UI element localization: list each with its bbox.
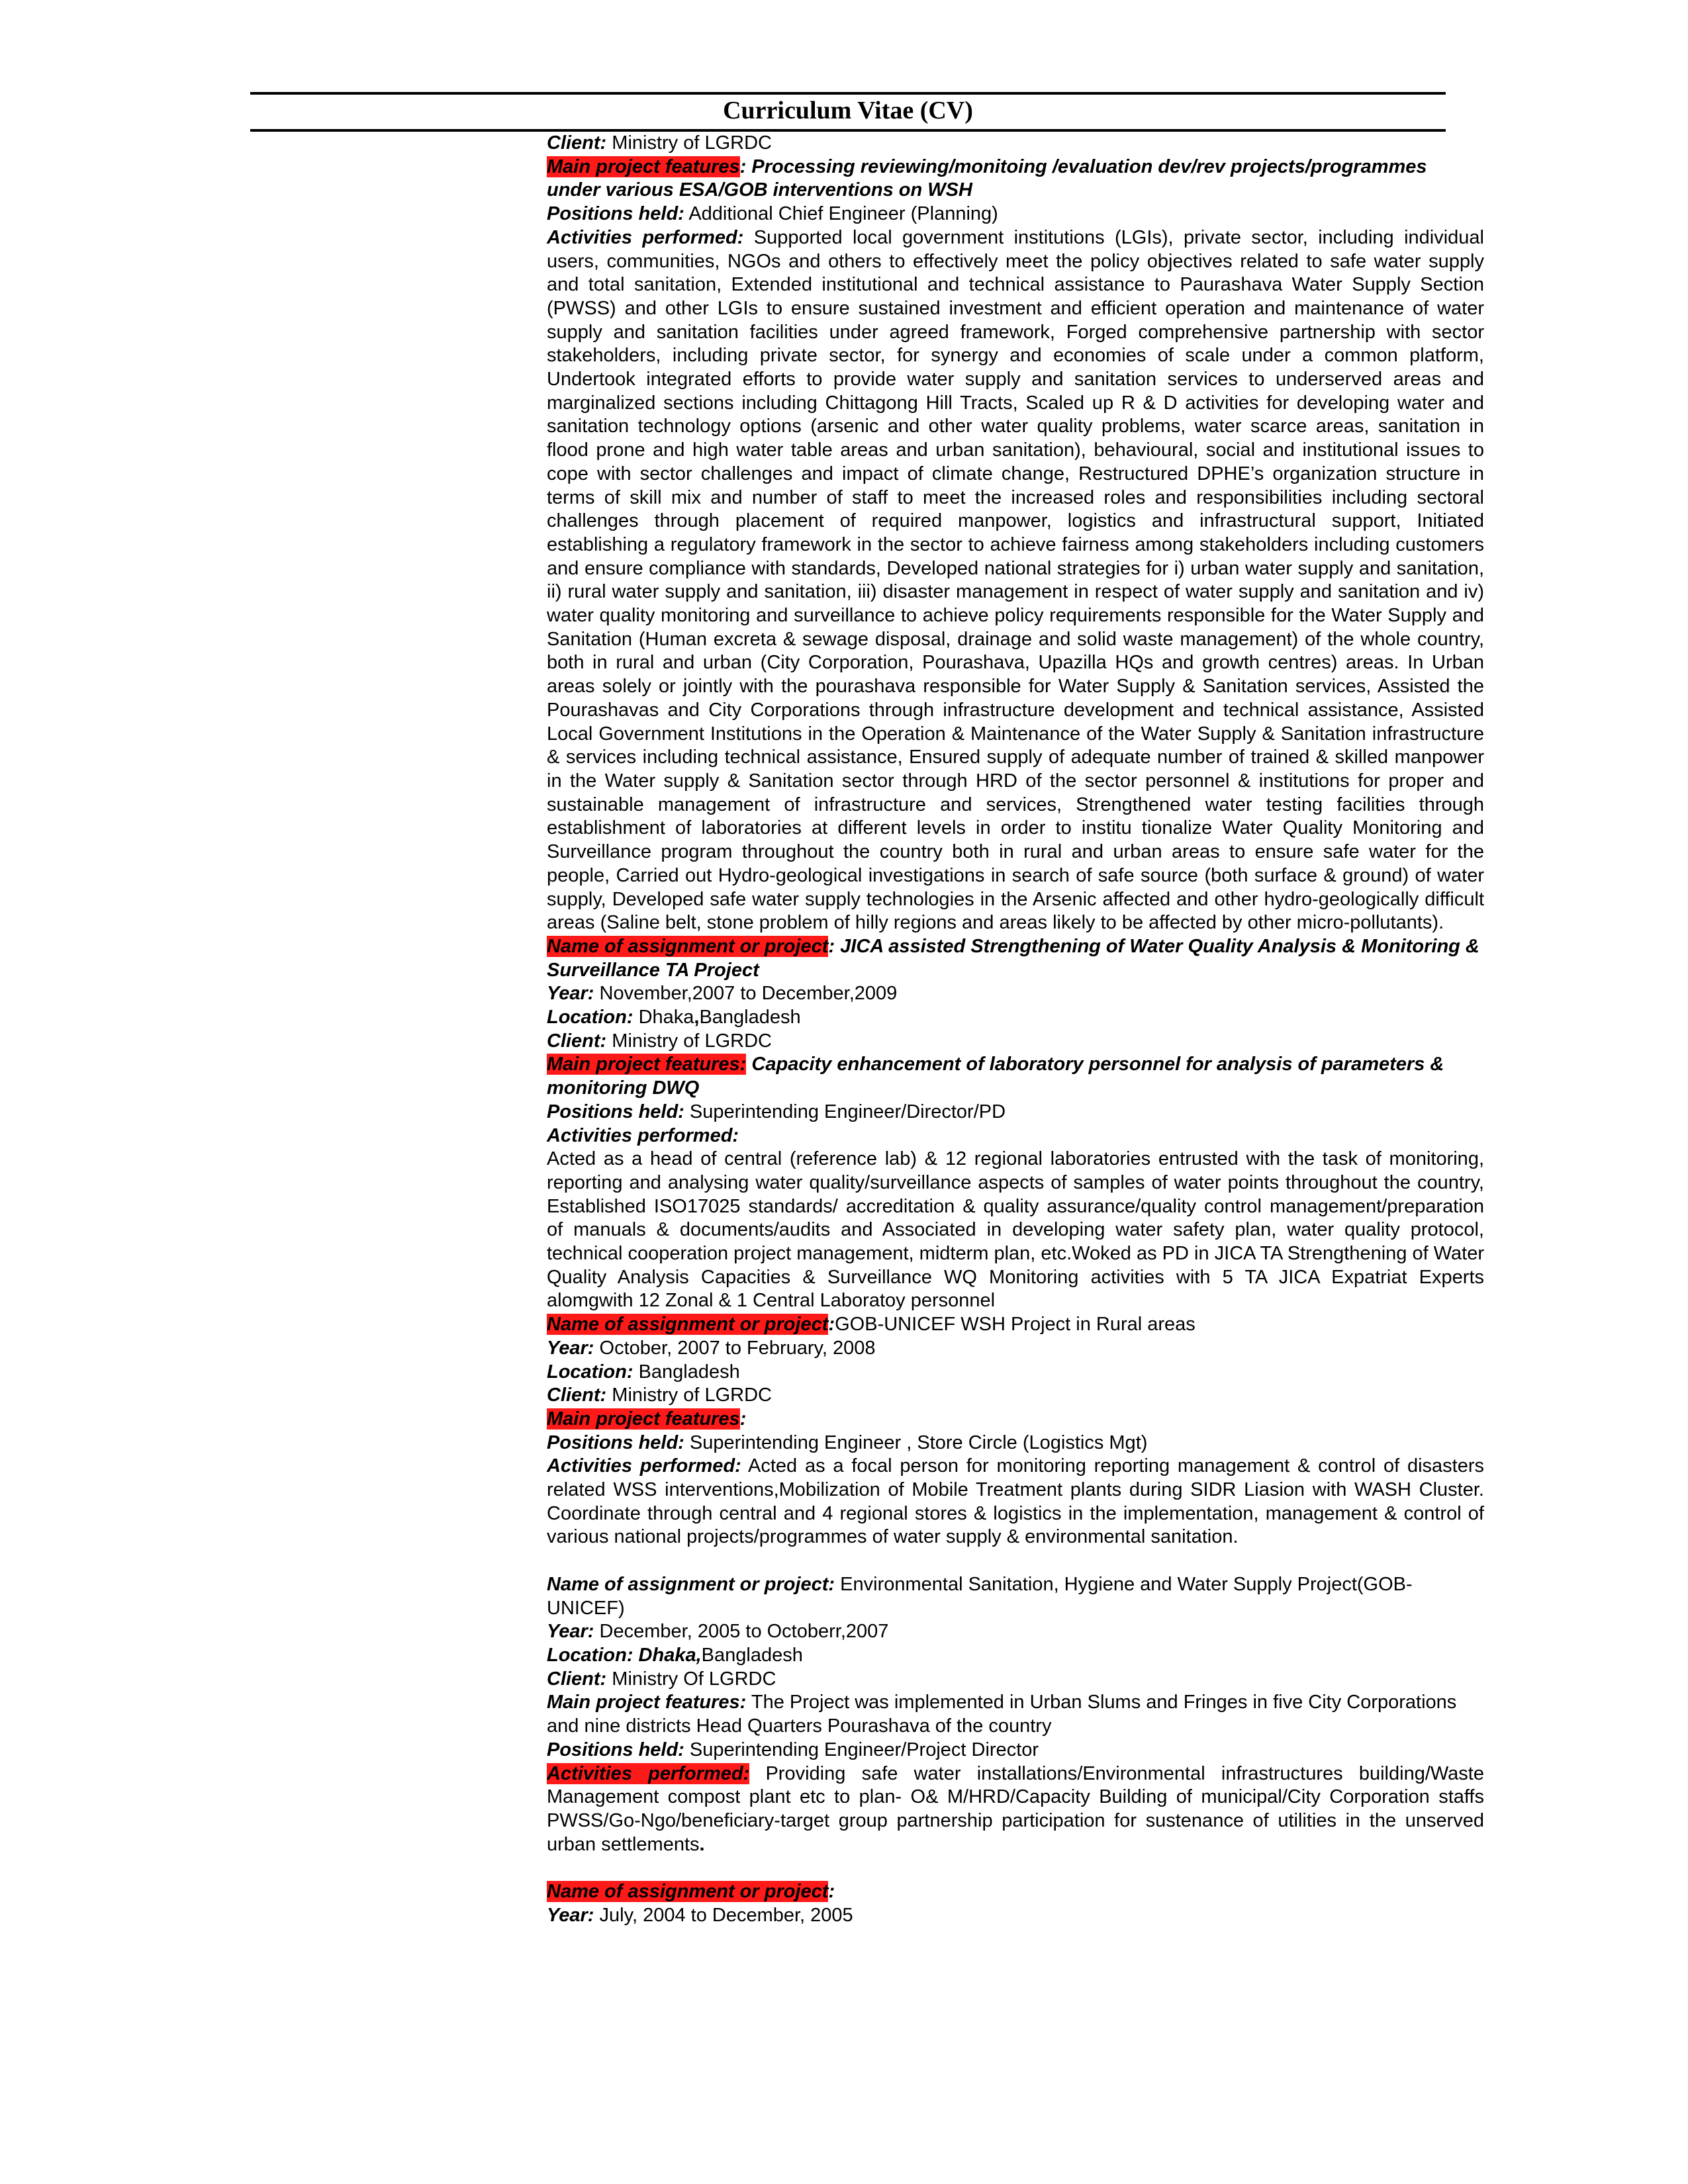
colon: : [828, 1314, 835, 1336]
assignment-label-highlighted: Name of assignment or project [547, 1881, 829, 1902]
entry1-features [547, 156, 1484, 203]
client-label: Client: [547, 1668, 607, 1690]
cv-content [547, 132, 1484, 1927]
activities-value: Providing safe water installations/Environmental infrastructures building/Waste Management compost plant etc to plan- O& M/HRD/Capacity Building of municipal/City Corporation staffs PWSS/Go-Ngo/beneficiary-target group partnership participation for sustenance of utilities in the unserved urban settlements [547, 1762, 1484, 1855]
entry2-position [547, 1101, 1484, 1124]
location-city: Dhaka [638, 1007, 694, 1028]
location-value: Bangladesh [638, 1361, 740, 1383]
entry2-activities-label [547, 1124, 1484, 1148]
entry4-client [547, 1668, 1484, 1692]
entry2-activities: Acted as a head of central (reference lab) & 12 regional laboratories entrusted with the task of monitoring, reporting and analysing water quality/surveillance aspects of samples of water points throughout the country, Established ISO17025 standards/ accreditation & quality assurance/quality control management/preparation of manuals & documents/audits and Associated in developing water safety plan, water quality protocol, technical cooperation project management, midterm plan, etc.Woked as PD in JICA TA Strengthening of Water Quality Analysis Capacities & Surveillance WQ Monitoring activities with 5 TA JICA Expatriat Experts alomgwith 12 Zonal & 1 Central Laboratoy personnel [547, 1148, 1484, 1312]
activities-end: . [699, 1833, 705, 1855]
main-features-label-highlighted: Main project features: [547, 1054, 747, 1075]
entry3-client [547, 1384, 1484, 1408]
assignment-label: Name of assignment or project: [547, 1573, 835, 1595]
entry4-year [547, 1620, 1484, 1644]
year-value: December, 2005 to Octoberr,2007 [599, 1621, 889, 1643]
activities-label: Activities performed: [547, 1124, 739, 1146]
colon: : [739, 1408, 747, 1430]
position-value: Superintending Engineer/Director/PD [689, 1101, 1006, 1122]
entry4-features [547, 1691, 1484, 1738]
activities-label-highlighted: Activities performed: [547, 1762, 750, 1784]
positions-label: Positions held: [547, 1432, 684, 1453]
year-label: Year: [547, 1621, 594, 1643]
location-country: Bangladesh [699, 1007, 801, 1028]
client-value: Ministry Of LGRDC [612, 1668, 776, 1690]
entry3-features [547, 1408, 1484, 1432]
entry3-activities [547, 1455, 1484, 1549]
page-title: Curriculum Vitae (CV) [723, 97, 973, 124]
entry2-features [547, 1053, 1484, 1100]
entry2-client [547, 1030, 1484, 1054]
entry1-position [547, 203, 1484, 226]
entry1-activities [547, 226, 1484, 935]
activities-value: Supported local government institutions (LGIs), private sector, including individual users, communities, NGOs and others to effectively meet the policy objectives related to safe water supply and total sanitation, Extended institutional and technical assistance to Paurashava Water Supply Section (PWSS) and other LGIs to ensure sustained investment and efficient operation and maintenance of water supply and sanitation facilities under agreed framework, Forged comprehensive partnership with sector stakeholders, including private sector, for synergy and economies of scale under a common platform, Undertook integrated efforts to provide water supply and sanitation services to underserved areas and marginalized sections including Chittagong Hill Tracts, Scaled up R & D activities for developing water and sanitation technology options (arsenic and other water quality problems, water scarce areas, sanitation in flood prone and high water table areas and urban sanitation), behavioural, social and institutional issues to cope with sector challenges and impact of climate change, Restructured DPHE’s organization structure in terms of skill mix and number of staff to meet the increased roles and responsibilities including sectoral challenges through placement of required manpower, logistics and infrastructural support, Initiated establishing a regulatory framework in the sector to achieve fairness among stakeholders including customers and ensure compliance with standards, Developed national strategies for i) urban water supply and sanitation, ii) rural water supply and sanitation, iii) disaster management in respect of water supply and sanitation and iv) water quality monitoring and surveillance to achieve policy requirements responsible for the Water Supply and Sanitation (Human excreta & sewage disposal, drainage and solid waste management) of the whole country, both in rural and urban (City Corporation, Pourashava, Upazilla HQs and growth centres) areas. In Urban areas solely or jointly with the pourashava responsible for Water Supply & Sanitation services, Assisted the Pourashavas and City Corporations through infrastructure development and technical assistance, Assisted Local Government Institutions in the Operation & Maintenance of the Water Supply & Sanitation infrastructure & services including technical assistance, Ensured supply of adequate number of trained & skilled manpower in the Water supply & Sanitation sector through HRD of the sector personnel & institutions for proper and sustainable management of infrastructure and services, Strengthened water testing facilities through establishment of laboratories at different levels in order to institu tionalize Water Quality Monitoring and Surveillance program throughout the country both in rural and urban areas to ensure safe water for the people, Carried out Hydro-geological investigations in search of safe source (both surface & ground) of water supply, Developed safe water supply technologies in the Arsenic affected and other hydro-geologically difficult areas (Saline belt, stone problem of hilly regions and areas likely to be affected by other micro-pollutants). [547, 226, 1484, 934]
entry5-assignment [547, 1880, 1484, 1904]
entry2-assignment [547, 935, 1484, 982]
year-value: November,2007 to December,2009 [599, 983, 898, 1005]
position-value: Additional Chief Engineer (Planning) [688, 203, 998, 225]
client-value: Ministry of LGRDC [612, 1385, 772, 1406]
assignment-label-highlighted: Name of assignment or project [547, 1314, 829, 1336]
year-value: July, 2004 to December, 2005 [599, 1904, 853, 1926]
year-value: October, 2007 to February, 2008 [599, 1337, 876, 1359]
location-label: Location: Dhaka, [547, 1644, 702, 1666]
main-features-label: Main project features: [547, 1692, 747, 1713]
location-separator: , [694, 1007, 700, 1028]
position-value: Superintending Engineer/Project Director [689, 1739, 1039, 1760]
entry1-client [547, 132, 1484, 156]
entry3-assignment [547, 1313, 1484, 1337]
main-features-label-highlighted: Main project features [547, 1408, 740, 1430]
entry2-year [547, 982, 1484, 1006]
features-value: Capacity enhancement of laboratory personnel for analysis of parameters & monitoring DWQ [547, 1054, 1444, 1099]
spacer [547, 1856, 1484, 1880]
client-label: Client: [547, 132, 607, 154]
activities-label: Activities performed: [547, 226, 744, 248]
client-value: Ministry of LGRDC [612, 132, 772, 154]
positions-label: Positions held: [547, 1739, 684, 1760]
assignment-value: Environmental Sanitation, Hygiene and Water Supply Project(GOB-UNICEF) [547, 1573, 1413, 1619]
entry4-location [547, 1644, 1484, 1668]
features-value: The Project was implemented in Urban Slums and Fringes in five City Corporations and nine districts Head Quarters Pourashava of the country [547, 1692, 1457, 1737]
positions-label: Positions held: [547, 1101, 684, 1122]
entry4-activities [547, 1762, 1484, 1857]
spacer [547, 1549, 1484, 1573]
entry5-year [547, 1904, 1484, 1928]
location-label: Location: [547, 1361, 633, 1383]
activities-value: Acted as a focal person for monitoring reporting management & control of disasters related WSS interventions,Mobilization of Mobile Treatment plants during SIDR Liasion with WASH Cluster. Coordinate through central and 4 regional stores & logistics in the implementation, management & control of various national projects/programmes of water supply & environmental sanitation. [547, 1455, 1484, 1548]
entry2-location [547, 1006, 1484, 1030]
entry4-assignment [547, 1573, 1484, 1620]
assignment-label-highlighted: Name of assignment or project [547, 935, 829, 957]
features-value: : Processing reviewing/monitoing /evaluation dev/rev projects/programmes under various ESA/GOB interventions on WSH [547, 156, 1427, 201]
client-label: Client: [547, 1030, 607, 1052]
activities-label: Activities performed: [547, 1455, 741, 1477]
entry3-year [547, 1337, 1484, 1361]
entry3-position [547, 1432, 1484, 1455]
year-label: Year: [547, 983, 594, 1005]
positions-label: Positions held: [547, 203, 684, 225]
colon: : [828, 1881, 835, 1902]
location-value: Bangladesh [701, 1644, 803, 1666]
location-label: Location: [547, 1007, 633, 1028]
year-label: Year: [547, 1904, 594, 1926]
year-label: Year: [547, 1337, 594, 1359]
position-value: Superintending Engineer , Store Circle (Logistics Mgt) [689, 1432, 1148, 1453]
client-label: Client: [547, 1385, 607, 1406]
entry4-position [547, 1739, 1484, 1762]
assignment-value: : JICA assisted Strengthening of Water Quality Analysis & Monitoring & Surveillance TA Project [547, 935, 1479, 981]
assignment-value: GOB-UNICEF WSH Project in Rural areas [835, 1314, 1196, 1336]
client-value: Ministry of LGRDC [612, 1030, 772, 1052]
entry3-location [547, 1361, 1484, 1385]
main-features-label-highlighted: Main project features [547, 156, 740, 177]
